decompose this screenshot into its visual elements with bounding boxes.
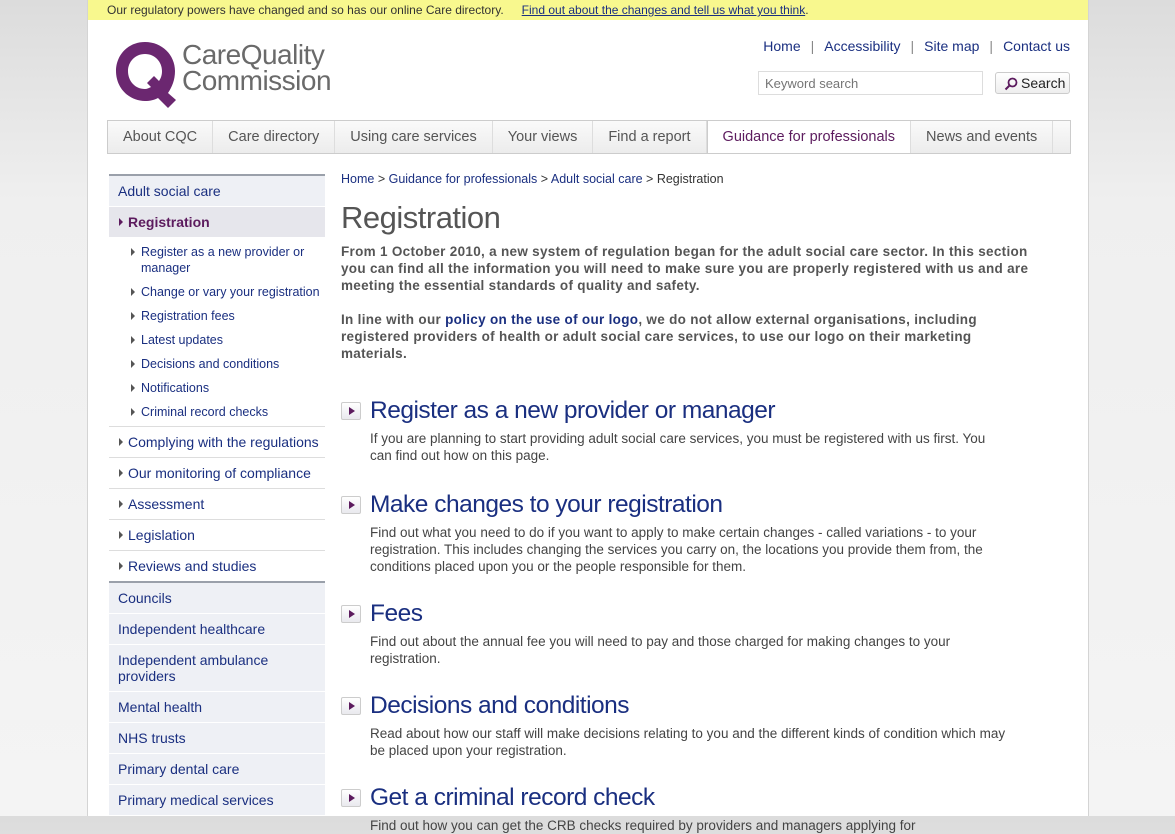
arrow-right-icon[interactable] xyxy=(341,605,361,623)
page-title: Registration xyxy=(341,200,501,235)
sidebar-sub-label: Register as a new provider or manager xyxy=(141,245,305,275)
section-title[interactable]: Fees xyxy=(370,600,423,627)
main-content xyxy=(341,172,1041,834)
breadcrumb-guidance[interactable]: Guidance for professionals xyxy=(388,172,538,186)
section-register xyxy=(341,397,1041,464)
section-decisions xyxy=(341,692,1041,759)
section-title[interactable]: Decisions and conditions xyxy=(370,692,630,719)
section-title[interactable]: Get a criminal record check xyxy=(370,784,655,811)
sidebar-item-primary-dental-care[interactable]: Primary dental care xyxy=(109,754,325,785)
sidebar-item-label: Legislation xyxy=(128,527,195,543)
sidebar-sub-decisions-conditions[interactable] xyxy=(109,352,325,376)
util-link-accessibility[interactable]: Accessibility xyxy=(824,38,901,54)
breadcrumb: Home > Guidance for professionals > Adult social care > Registration xyxy=(341,172,724,186)
sidebar-item-label: Reviews and studies xyxy=(128,558,257,574)
sidebar-item-independent-healthcare[interactable]: Independent healthcare xyxy=(109,614,325,645)
section-text: If you are planning to start providing adult social care services, you must be registered with us first. You can find out how on this page. xyxy=(370,431,986,463)
sidebar xyxy=(109,174,325,816)
breadcrumb-current: Registration xyxy=(656,172,724,186)
sidebar-item-complying[interactable] xyxy=(109,426,325,457)
sidebar-item-label: Assessment xyxy=(128,496,205,512)
triangle-right-icon xyxy=(131,336,135,344)
sidebar-sub-label: Decisions and conditions xyxy=(141,357,280,371)
triangle-right-icon xyxy=(131,360,135,368)
notice-bar xyxy=(88,0,1088,20)
triangle-right-icon xyxy=(131,384,135,392)
sidebar-item-assessment[interactable] xyxy=(109,488,325,519)
sidebar-item-primary-medical-services[interactable]: Primary medical services xyxy=(109,785,325,816)
breadcrumb-adult-social-care[interactable]: Adult social care xyxy=(550,172,643,186)
util-separator: | xyxy=(910,38,915,54)
nav-guidance-for-professionals[interactable]: Guidance for professionals xyxy=(707,121,912,153)
util-link-contact-us[interactable]: Contact us xyxy=(1003,38,1070,54)
sidebar-sub-label: Notifications xyxy=(141,381,210,395)
sidebar-subnav xyxy=(109,238,325,426)
sidebar-sub-label: Registration fees xyxy=(141,309,235,323)
main-nav xyxy=(107,120,1071,154)
logo-policy-paragraph xyxy=(341,311,1041,362)
logo-line-2: Commission xyxy=(182,65,332,96)
sidebar-sub-register-new-provider[interactable] xyxy=(109,240,325,280)
triangle-right-icon xyxy=(131,248,135,256)
triangle-right-icon xyxy=(119,218,123,226)
triangle-right-icon xyxy=(119,562,123,570)
section-criminal-record xyxy=(341,784,1041,834)
sidebar-item-reviews-studies[interactable] xyxy=(109,550,325,581)
sidebar-sub-registration-fees[interactable] xyxy=(109,304,325,328)
triangle-right-icon xyxy=(131,288,135,296)
intro-paragraph: From 1 October 2010, a new system of regulation began for the adult social care sector. In this section you can find all the information you will need to make sure you are properly registered with us and are meeting the essential standards of quality and safety. xyxy=(341,244,1029,293)
section-text: Read about how our staff will make decisions relating to you and the different kinds of condition which may be placed upon your registration. xyxy=(370,726,1006,758)
triangle-right-icon xyxy=(131,312,135,320)
util-separator: | xyxy=(810,38,815,54)
sidebar-sub-label: Latest updates xyxy=(141,333,224,347)
sidebar-sub-notifications[interactable] xyxy=(109,376,325,400)
sidebar-sub-label: Criminal record checks xyxy=(141,405,269,419)
sidebar-sub-label: Change or vary your registration xyxy=(141,285,320,299)
nav-your-views[interactable]: Your views xyxy=(493,121,594,153)
nav-news-and-events[interactable]: News and events xyxy=(911,121,1053,153)
nav-about-cqc[interactable]: About CQC xyxy=(108,121,213,153)
section-text: Find out what you need to do if you want to apply to make certain changes - called variations - to your registration. This includes changing the services you carry on, the locations you provide them from, the conditions placed upon you or the people responsible for them. xyxy=(370,525,983,574)
arrow-right-icon[interactable] xyxy=(341,496,361,514)
intro2-before: In line with our xyxy=(341,312,446,327)
sidebar-item-label: Our monitoring of compliance xyxy=(128,465,311,481)
section-fees xyxy=(341,600,1041,667)
triangle-right-icon xyxy=(119,469,123,477)
search-icon xyxy=(1004,77,1018,91)
sidebar-sub-latest-updates[interactable] xyxy=(109,328,325,352)
arrow-right-icon[interactable] xyxy=(341,697,361,715)
triangle-right-icon xyxy=(131,408,135,416)
util-separator: | xyxy=(989,38,994,54)
page xyxy=(87,0,1089,833)
section-title[interactable]: Make changes to your registration xyxy=(370,491,723,518)
section-text: Find out how you can get the CRB checks required by providers and managers applying for xyxy=(370,818,916,833)
sidebar-item-nhs-trusts[interactable]: NHS trusts xyxy=(109,723,325,754)
section-title[interactable]: Register as a new provider or manager xyxy=(370,397,776,424)
intro2-after: , we do not allow external organisations, including registered providers of health or adult social care services, to use our logo on their marketing materials. xyxy=(341,312,977,361)
cqc-logo-icon xyxy=(114,38,180,110)
logo-policy-link[interactable]: policy on the use of our logo xyxy=(445,312,639,327)
triangle-right-icon xyxy=(119,438,123,446)
sidebar-item-registration[interactable] xyxy=(109,207,325,238)
sidebar-sub-change-registration[interactable] xyxy=(109,280,325,304)
logo-line-1: CareQuality xyxy=(182,39,325,70)
sidebar-item-legislation[interactable] xyxy=(109,519,325,550)
search-button-label: Search xyxy=(1021,75,1066,91)
arrow-right-icon[interactable] xyxy=(341,789,361,807)
util-link-home[interactable]: Home xyxy=(763,38,801,54)
util-link-site-map[interactable]: Site map xyxy=(924,38,980,54)
search-button[interactable] xyxy=(995,72,1070,94)
sidebar-item-adult-social-care[interactable]: Adult social care xyxy=(109,176,325,207)
sidebar-item-label: Registration xyxy=(128,214,210,230)
triangle-right-icon xyxy=(119,531,123,539)
sidebar-item-label: Complying with the regulations xyxy=(128,434,319,450)
breadcrumb-home[interactable]: Home xyxy=(341,172,375,186)
cqc-logo[interactable] xyxy=(114,38,344,110)
sidebar-item-councils[interactable]: Councils xyxy=(109,583,325,614)
nav-using-care-services[interactable]: Using care services xyxy=(335,121,493,153)
logo-wordmark xyxy=(182,39,332,96)
arrow-right-icon[interactable] xyxy=(341,402,361,420)
nav-care-directory[interactable]: Care directory xyxy=(213,121,335,153)
notice-text: Our regulatory powers have changed and so has our online Care directory. xyxy=(107,3,504,17)
nav-find-a-report[interactable]: Find a report xyxy=(593,121,706,153)
section-text: Find out about the annual fee you will need to pay and those charged for making changes to your registration. xyxy=(370,634,951,666)
sidebar-sub-criminal-record-checks[interactable] xyxy=(109,400,325,424)
sidebar-item-monitoring[interactable] xyxy=(109,457,325,488)
sidebar-item-mental-health[interactable]: Mental health xyxy=(109,692,325,723)
section-changes xyxy=(341,491,1041,575)
sidebar-item-independent-ambulance[interactable]: Independent ambulance providers xyxy=(109,645,325,692)
triangle-right-icon xyxy=(119,500,123,508)
search-input[interactable] xyxy=(758,71,983,95)
notice-link[interactable]: Find out about the changes and tell us what you think xyxy=(521,3,806,17)
utility-nav xyxy=(763,38,1070,54)
notice-suffix: . xyxy=(805,3,809,17)
